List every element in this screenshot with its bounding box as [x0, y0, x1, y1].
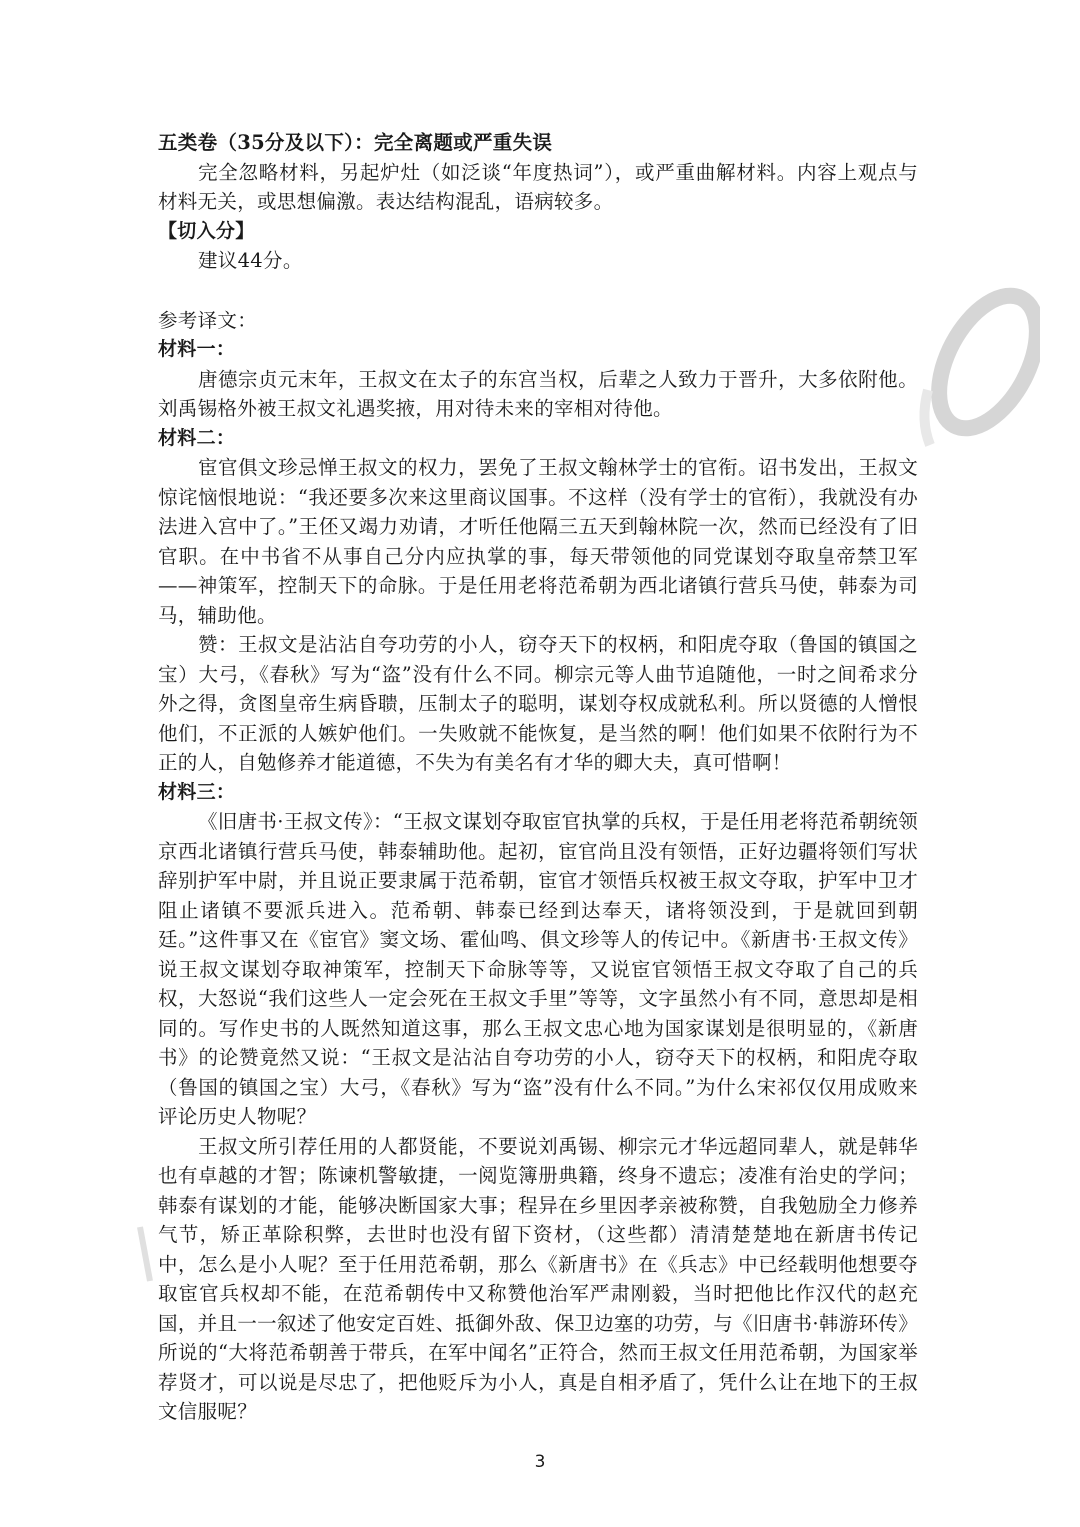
entry-score-text: 建议44分。 [198, 249, 303, 272]
scan-mark [136, 1225, 156, 1285]
document-body [158, 128, 918, 1427]
translation-heading: 参考译文： [158, 308, 258, 332]
material-2-paragraph-2: 赞：王叔文是沾沾自夸功劳的小人，窃夺天下的权柄，和阳虎夺取（鲁国的镇国之宝）大弓，《春秋》写为“盗”没有什么不同。柳宗元等人曲节追随他，一时之间希求分外之得，贪图皇帝生病昏聩，压制太子的聪明，谋划夺权成就私利。所以贤德的人憎恨他们，不正派的人嫉妒他们。一失败就不能恢复，是当然的啊！他们如果不依附行为不正的人，自勉修养才能道德，不失为有美名有才华的卿大夫，真可惜啊！ [158, 633, 918, 774]
page-number: 3 [534, 1452, 546, 1472]
material-1-paragraph: 唐德宗贞元末年，王叔文在太子的东宫当权，后辈之人致力于晋升，大多依附他。刘禹锡格外被王叔文礼遇奖掖，用对待未来的宰相对待他。 [158, 367, 918, 420]
material-2-paragraph-1: 宦官俱文珍忌惮王叔文的权力，罢免了王叔文翰林学士的官衔。诏书发出，王叔文惊诧恼恨地说：“我还要多次来这里商议国事。不这样（没有学士的官衔），我就没有办法进入宫中了。”王伾又竭力劝请，才听任他隔三五天到翰林院一次，然而已经没有了旧官职。在中书省不从事自己分内应执掌的事，每天带领他的同党谋划夺取皇帝禁卫军——神策军，控制天下的命脉。于是任用老将范希朝为西北诸镇行营兵马使，韩泰为司马，辅助他。 [158, 456, 918, 627]
material-3-label: 材料三： [158, 780, 236, 803]
material-3-paragraph-2: 王叔文所引荐任用的人都贤能，不要说刘禹锡、柳宗元才华远超同辈人，就是韩华也有卓越的才智；陈谏机警敏捷，一阅览簿册典籍，终身不遗忘；凌准有治史的学问；韩泰有谋划的才能，能够决断国家大事；程异在乡里因孝亲被称赞，自我勉励全力修养气节，矫正革除积弊，去世时也没有留下资材，（这些都）清清楚楚地在新唐书传记中，怎么是小人呢？至于任用范希朝，那么《新唐书》在《兵志》中已经载明他想要夺取宦官兵权却不能，在范希朝传中又称赞他治军严肃刚毅，当时把他比作汉代的赵充国，并且一一叙述了他安定百姓、抵御外敌、保卫边塞的功劳，与《旧唐书·韩游环传》所说的“大将范希朝善于带兵，在军中闻名”正符合，然而王叔文任用范希朝，为国家举荐贤才，可以说是尽忠了，把他贬斥为小人，真是自相矛盾了，凭什么让在地下的王叔文信服呢？ [158, 1134, 918, 1423]
band5-title: 五类卷（35分及以下）：完全离题或严重失误 [158, 131, 553, 154]
entry-score-label: 【切入分】 [158, 219, 255, 242]
material-1-label: 材料一： [158, 338, 236, 360]
band5-description: 完全忽略材料，另起炉灶（如泛谈“年度热词”），或严重曲解材料。内容上观点与材料无关，或思想偏激。表达结构混乱，语病较多。 [158, 160, 918, 213]
material-2-label: 材料二： [158, 426, 236, 449]
material-3-paragraph-1: 《旧唐书·王叔文传》：“王叔文谋划夺取宦官执掌的兵权，于是任用老将范希朝统领京西北诸镇行营兵马使，韩泰辅助他。起初，宦官尚且没有领悟，正好边疆将领们写状辞别护军中尉，并且说正要隶属于范希朝，宦官才领悟兵权被王叔文夺取，护军中卫才阻止诸镇不要派兵进入。范希朝、韩泰已经到达奉天，诸将领没到，于是就回到朝廷。”这件事又在《宦官》窦文场、霍仙鸣、俱文珍等人的传记中。《新唐书·王叔文传》说王叔文谋划夺取神策军，控制天下命脉等等，又说宦官领悟王叔文夺取了自己的兵权，大怒说“我们这些人一定会死在王叔文手里”等等，文字虽然小有不同，意思却是相同的。写作史书的人既然知道这事，那么王叔文忠心地为国家谋划是很明显的，《新唐书》的论赞竟然又说：“王叔文是沾沾自夸功劳的小人，窃夺天下的权柄，和阳虎夺取（鲁国的镇国之宝）大弓，《春秋》写为“盗”没有什么不同。”为什么宋祁仅仅用成败来评论历史人物呢？ [158, 810, 918, 1128]
